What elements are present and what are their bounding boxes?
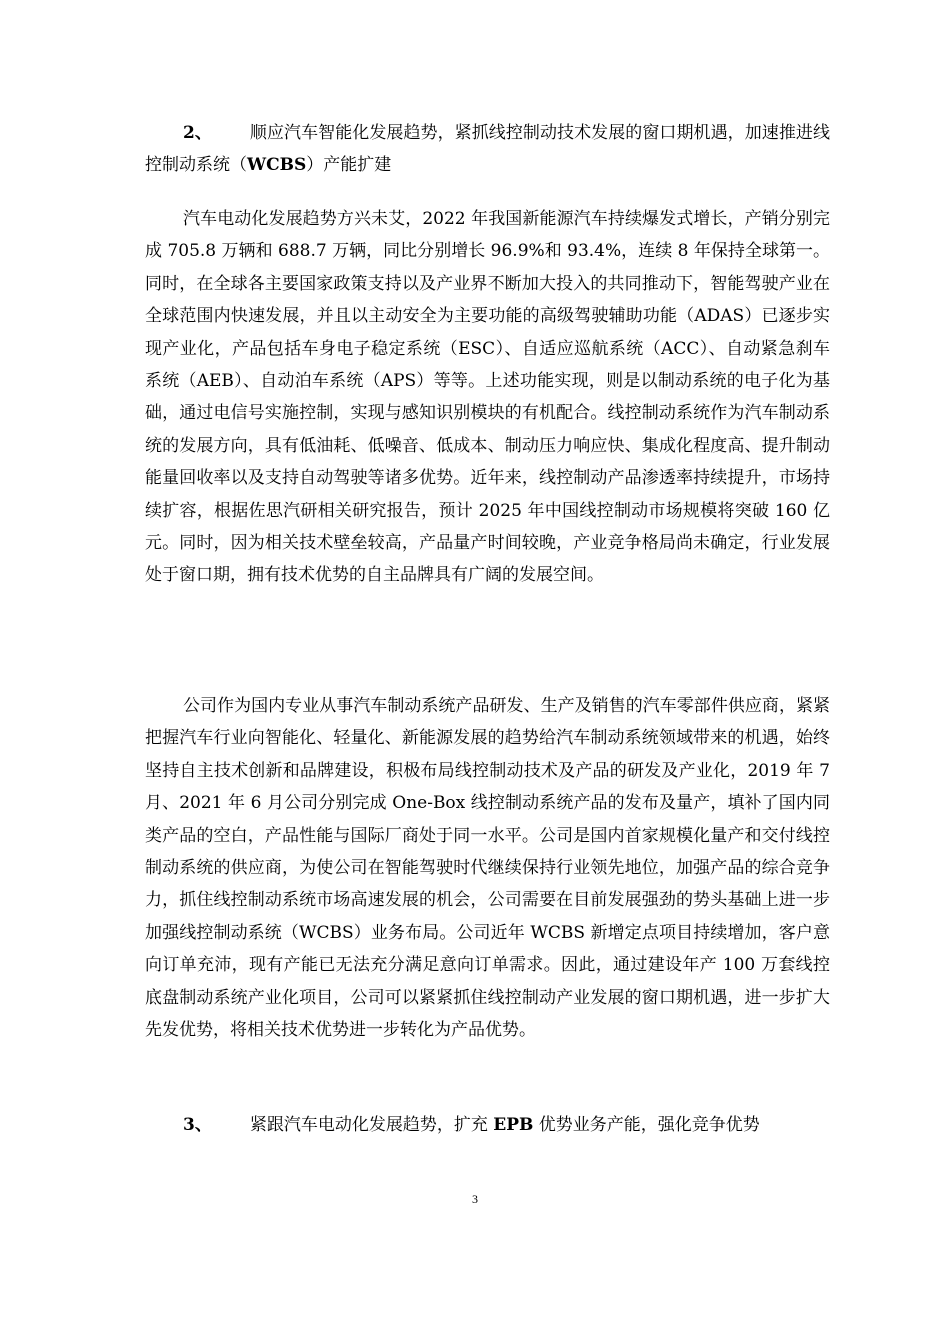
section-2-heading	[145, 117, 830, 182]
section-2-number: 2、	[183, 123, 212, 143]
section-2-title-part1: 顺应汽车智能化发展趋势，紧抓线控制动技术发展的窗口期机遇，加速推进线控制动系统（	[145, 123, 830, 176]
section-3-number: 3、	[183, 1115, 212, 1135]
page-number: 3	[472, 1192, 478, 1206]
paragraph-1	[145, 203, 830, 592]
section-3-heading	[145, 1109, 830, 1141]
section-3-title-bold: EPB	[493, 1115, 534, 1135]
paragraph-1-text: 汽车电动化发展趋势方兴未艾，2022 年我国新能源汽车持续爆发式增长，产销分别完成 705.8 万辆和 688.7 万辆，同比分别增长 96.9%和 93.4%，连续 8 年保持全球第一。同时，在全球各主要国家政策支持以及产业界不断加大投入的共同推动下，智能驾驶产业在全球范围内快速发展，并且以主动安全为主要功能的高级驾驶辅助功能（ADAS）已逐步实现产业化，产品包括车身电子稳定系统（ESC）、自适应巡航系统（ACC）、自动紧急刹车系统（AEB）、自动泊车系统（APS）等等。上述功能实现，则是以制动系统的电子化为基础，通过电信号实施控制，实现与感知识别模块的有机配合。线控制动系统作为汽车制动系统的发展方向，具有低油耗、低噪音、低成本、制动压力响应快、集成化程度高、提升制动能量回收率以及支持自动驾驶等诸多优势。近年来，线控制动产品渗透率持续提升，市场持续扩容，根据佐思汽研相关研究报告，预计 2025 年中国线控制动市场规模将突破 160 亿元。同时，因为相关技术壁垒较高，产品量产时间较晚，产业竞争格局尚未确定，行业发展处于窗口期，拥有技术优势的自主品牌具有广阔的发展空间。	[145, 209, 830, 586]
paragraph-2-text: 公司作为国内专业从事汽车制动系统产品研发、生产及销售的汽车零部件供应商，紧紧把握汽车行业向智能化、轻量化、新能源发展的趋势给汽车制动系统领域带来的机遇，始终坚持自主技术创新和品牌建设，积极布局线控制动技术及产品的研发及产业化，2019 年 7 月、2021 年 6 月公司分别完成 One-Box 线控制动系统产品的发布及量产，填补了国内同类产品的空白，产品性能与国际厂商处于同一水平。公司是国内首家规模化量产和交付线控制动系统的供应商，为使公司在智能驾驶时代继续保持行业领先地位，加强产品的综合竞争力，抓住线控制动系统市场高速发展的机会，公司需要在目前发展强劲的势头基础上进一步加强线控制动系统（WCBS）业务布局。公司近年 WCBS 新增定点项目持续增加，客户意向订单充沛，现有产能已无法充分满足意向订单需求。因此，通过建设年产 100 万套线控底盘制动系统产业化项目，公司可以紧紧抓住线控制动产业发展的窗口期机遇，进一步扩大先发优势，将相关技术优势进一步转化为产品优势。	[145, 696, 830, 1041]
section-2-title-bold: WCBS	[247, 155, 307, 176]
section-3-title-part1: 紧跟汽车电动化发展趋势，扩充	[249, 1115, 494, 1135]
section-2-title-part2: ）产能扩建	[306, 155, 392, 176]
section-3-title-part2: 优势业务产能，强化竞争优势	[533, 1115, 760, 1135]
paragraph-2	[145, 690, 830, 1046]
